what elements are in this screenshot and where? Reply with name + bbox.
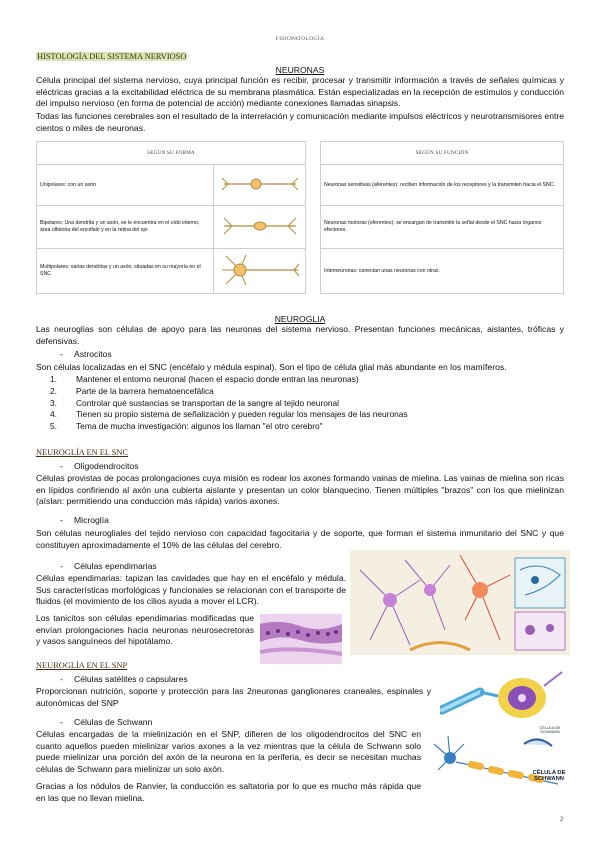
ranvier-text: Gracias a los nódulos de Ranvier, la conducción es saltatoria por lo que es mucho más rápida que en las que no llevan mielina.	[36, 781, 421, 803]
table-funcion-row: Interneuronas: conectan unas neuronas con otras.	[321, 249, 564, 294]
list-item: 2. Parte de la barrera hematoencefálica	[50, 385, 214, 396]
page-number: 2	[560, 817, 564, 823]
section-title-histologia-text: HISTOLOGÍA DEL SISTEMA NERVIOSO	[37, 52, 187, 61]
oligo-text: Células provistas de pocas prolongaciones cuya misión es rodear los axones formando vainas de mielina. Las vainas de mielina son ricas en lípidos confiriendo al axón una cubierta aislante y presentan un color blanquecino. Tienen múltiples "brazos" con los que mielinizan (aíslan: permitiendo una conducción más rápida) varios axones.	[36, 473, 564, 507]
table-forma-row-text: Unipolares: con un axón	[37, 165, 214, 206]
schwann-title: Células de Schwann	[74, 717, 153, 727]
list-item: 5. Tema de mucha investigación: algunos los llaman "el otro cerebro"	[50, 421, 323, 432]
tanicitos-text: Los tanicitos son células ependimarias modificadas que envían prolongaciones hacia neuronas neurosecretoras y vasos sanguíneos del hipotálamo.	[36, 613, 254, 647]
satelites-heading: - Células satélites o capsulares	[60, 674, 188, 684]
neuronas-title: NEURONAS	[275, 65, 325, 75]
ependymal-histology-image	[260, 614, 342, 664]
table-segun-funcion	[320, 141, 564, 294]
neuroglia-illustration	[350, 550, 570, 655]
table-funcion-row: Neuronas sensitivas (aferentes): reciben información de los receptores y la transmiten hacia el SNC.	[321, 165, 564, 206]
satellite-cell-illustration	[440, 662, 565, 724]
schwann-heading: - Células de Schwann	[60, 717, 153, 727]
satelites-title: Células satélites o capsulares	[74, 674, 188, 684]
unipolar-neuron-icon	[214, 165, 306, 206]
schwann-label: CÉLULA DE SCHWANN	[532, 770, 566, 783]
micro-text: Son células neurogliales del tejido nervioso con capacidad fagocitaria y de soporte, que forman el sistema inmunitario del SNC y que constituyen aproximadamente el 10% de las células del cerebro.	[36, 528, 564, 550]
astrocitos-list	[50, 374, 550, 433]
astrocitos-text: Son células localizadas en el SNC (encéfalo y médula espinal). Son el tipo de célula glial más abundante en los mamíferos.	[36, 362, 507, 372]
list-item: 3. Controlar qué sustancias se transportan de la sangre al tejido neuronal	[50, 397, 340, 408]
neuroglia-intro: Las neuroglias son células de apoyo para las neuronas del sistema nervioso. Presentan funciones mecánicas, aislantes, tróficas y defensivas.	[36, 324, 564, 346]
section-title-snc: NEUROGLÍA EN EL SNC	[36, 448, 129, 457]
section-title-histologia	[36, 52, 187, 61]
schwann-text: Células encargadas de la mielinización en el SNP, difieren de los oligodendrocitos del SNC en cuanto aquellos pueden mielinizar varios axones a la vez mientras que la célula de Schwann solo puede mielinizar una porción del axón de la neurona en la periferia, es decir se necesitan muchas células de Schwann para mielinizar un solo axón.	[36, 729, 421, 774]
schwann-cell-illustration	[428, 724, 568, 806]
oligo-heading: - Oligodendrocitos	[60, 461, 139, 471]
schwann-label-top: CÉLULA DE SCHWANN	[539, 726, 561, 735]
astrocitos-title: Astrocitos	[74, 349, 112, 359]
list-item: 4. Tienen su propio sistema de señalización y pueden regular los mensajes de las neuronas	[50, 409, 408, 420]
list-item: 1. Mantener el entorno neuronal (hacen el espacio donde entran las neuronas)	[50, 374, 359, 384]
table-funcion-row: Neuronas motoras (eferentes): se encargan de transmitir la señal desde el SNC hacia órganos efectores.	[321, 206, 564, 249]
table-segun-forma	[36, 141, 306, 294]
table-forma-row-text: Bipolares: Una dendrita y un axón, se le encuentra en el oído interno, área olfatoria del encéfalo y en la retina del ojo	[37, 206, 214, 249]
micro-title: Microglía	[74, 515, 109, 525]
table-forma-header: SEGÚN SU FORMA	[37, 142, 306, 165]
page-header: FISIOPATOLOGÍA	[275, 36, 325, 42]
neuronas-paragraph-1: Célula principal del sistema nervioso, cuya principal función es recibir, procesar y transmitir información a través de señales químicas y eléctricas gracias a la excitabilidad eléctrica de su membrana plasmática. Están especializadas en la recepción de estímulos y conducción del impulso nervioso (en forma de potencial de acción) mediante conexiones llamadas sinapsis.	[36, 75, 564, 109]
bipolar-neuron-icon	[214, 206, 306, 249]
table-funcion-header: SEGÚN SU FUNCIÓN	[321, 142, 564, 165]
satelites-text: Proporcionan nutrición, soporte y protección para las 2neuronas ganglionares craneales, espinales y autonómicas del SNP	[36, 686, 431, 708]
epend-heading: - Células ependimarias	[60, 561, 157, 571]
astrocitos-heading: - Astrocitos	[60, 349, 112, 359]
epend-text: Células ependimarias: tapizan las cavidades que hay en el encéfalo y médula. Sus características morfológicas y funcionales se relacionan con el transporte de fluidos (el movimiento de los cilios ayuda a mover el LCR).	[36, 573, 346, 607]
micro-heading: - Microglía	[60, 515, 109, 525]
neuroglia-title: NEUROGLIA	[274, 314, 326, 324]
table-forma-row-text: Multipolares: varias dendritas y un axón, situadas en su mayoría en el SNC	[37, 249, 214, 294]
oligo-title: Oligodendrocitos	[74, 461, 139, 471]
section-title-snp: NEUROGLÍA EN EL SNP	[36, 661, 128, 670]
neuronas-paragraph-2: Todas las funciones cerebrales son el resultado de la interrelación y comunicación mediante impulsos eléctricos y neurotransmisores entre cientos o miles de neuronas.	[36, 111, 564, 133]
multipolar-neuron-icon	[214, 249, 306, 294]
epend-title: Células ependimarias	[74, 561, 157, 571]
